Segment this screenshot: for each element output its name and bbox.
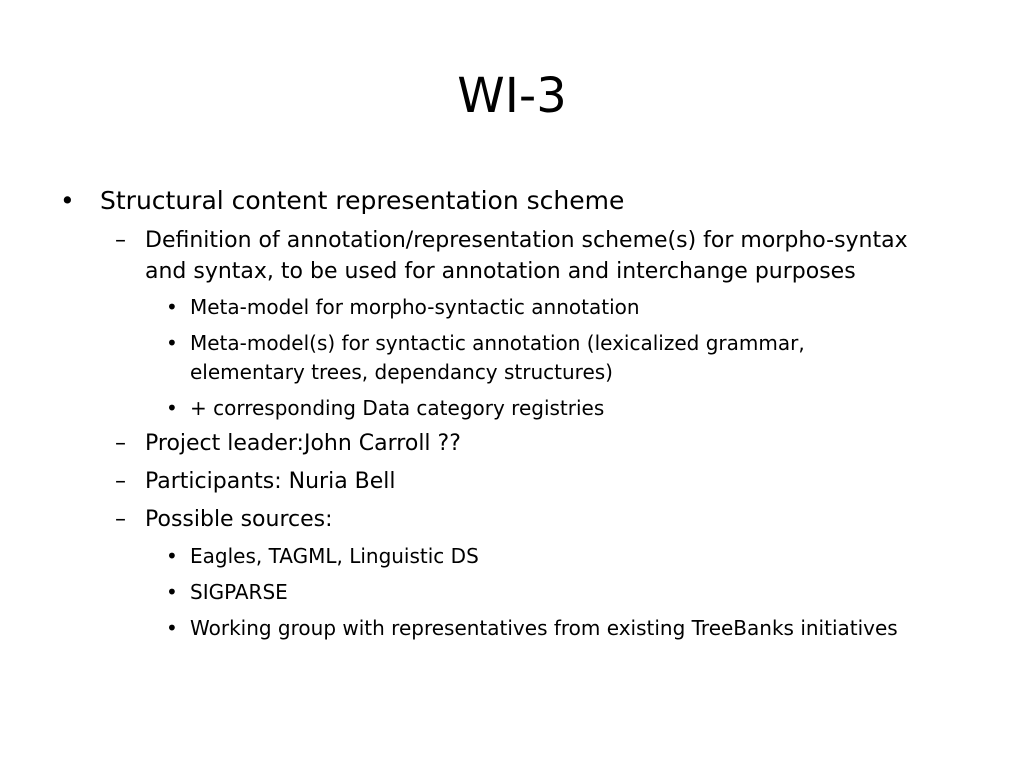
dash-marker: – [115, 228, 126, 253]
bullet-marker: • [166, 544, 178, 568]
bullet-text: Structural content representation scheme [100, 186, 625, 215]
bullet-marker: • [60, 186, 75, 215]
sub-sub-item [0, 292, 1024, 322]
sub-item [0, 467, 1024, 497]
bullet-marker: • [166, 580, 178, 604]
dash-marker: – [115, 469, 126, 494]
dash-marker: – [115, 431, 126, 456]
sub-sub-item-text: Working group with representatives from existing TreeBanks initiatives [190, 616, 898, 640]
sub-item [0, 226, 1024, 286]
sub-sub-item [0, 393, 1024, 423]
sub-sub-item-text: Eagles, TAGML, Linguistic DS [190, 544, 479, 568]
sub-item-text: Participants: Nuria Bell [145, 469, 396, 494]
dash-marker: – [115, 507, 126, 532]
sub-sub-item [0, 328, 1024, 388]
bullet-marker: • [166, 396, 178, 420]
bullet-item [0, 186, 1024, 216]
slide-content [0, 180, 1024, 700]
sub-sub-item-line-2: elementary trees, dependancy structures) [190, 360, 613, 384]
sub-item [0, 505, 1024, 535]
sub-item-text: Project leader:John Carroll ?? [145, 431, 461, 456]
sub-item-line-2: and syntax, to be used for annotation and interchange purposes [145, 259, 856, 284]
sub-sub-item-text: SIGPARSE [190, 580, 288, 604]
sub-sub-item-line-1: Meta-model(s) for syntactic annotation (lexicalized grammar, [190, 331, 805, 355]
slide-title: WI-3 [457, 68, 567, 124]
sub-sub-item-text: + corresponding Data category registries [190, 396, 605, 420]
sub-sub-item [0, 577, 1024, 607]
sub-item-text: Possible sources: [145, 507, 333, 532]
sub-sub-item-text: Meta-model for morpho-syntactic annotation [190, 295, 640, 319]
sub-item-line-1: Definition of annotation/representation scheme(s) for morpho-syntax [145, 228, 908, 253]
bullet-marker: • [166, 295, 178, 319]
sub-sub-item [0, 613, 1024, 643]
bullet-marker: • [166, 331, 178, 355]
sub-sub-item [0, 541, 1024, 571]
sub-item [0, 429, 1024, 459]
bullet-marker: • [166, 616, 178, 640]
